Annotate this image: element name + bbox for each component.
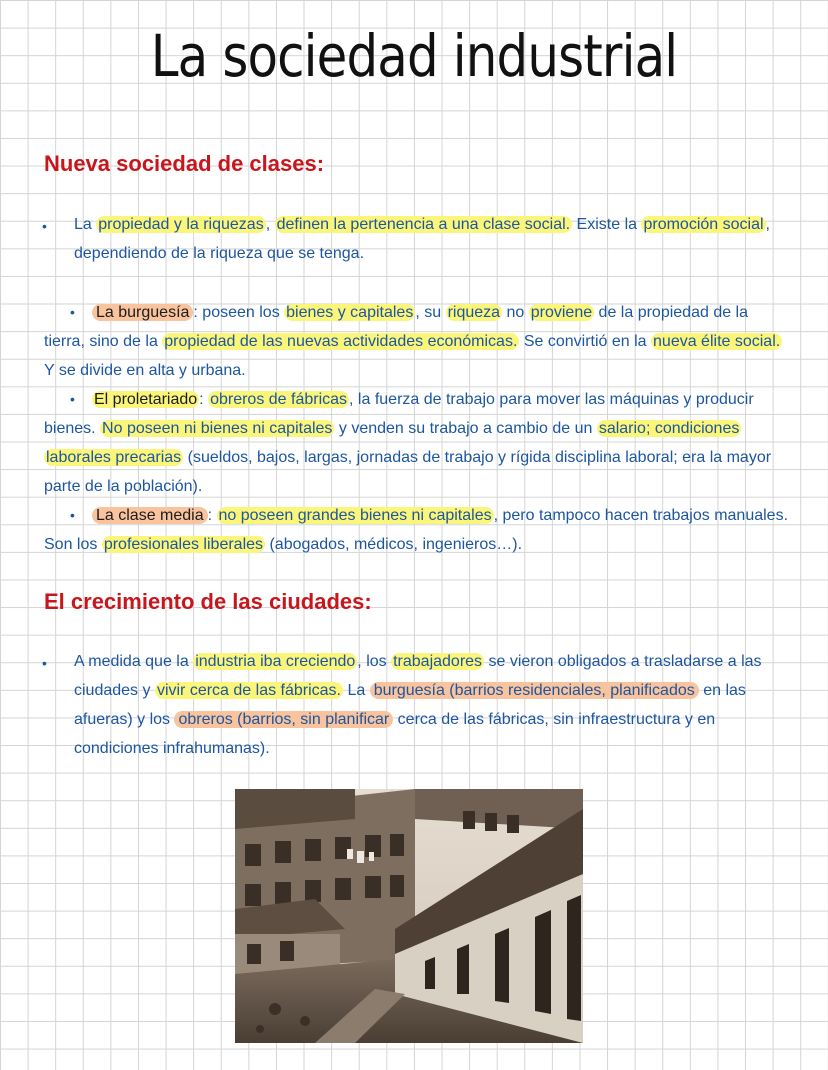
class-label-proletariado: El proletariado [94, 391, 198, 408]
text-run: , los [357, 653, 392, 670]
highlight-orange: burguesía (barrios residenciales, planificados [370, 682, 699, 699]
text-run: en las afueras) y los [74, 682, 746, 728]
text-run: : [207, 507, 217, 524]
text-run: , la fuerza de trabajo para mover las máquinas y producir bienes. [44, 391, 754, 437]
text-run: : [199, 391, 209, 408]
highlight: proviene [530, 304, 593, 321]
highlight: nueva élite social. [653, 333, 781, 350]
bullet-marker: • [70, 304, 75, 320]
text-run: (abogados, médicos, ingenieros…). [265, 536, 523, 553]
cities-paragraph [74, 647, 774, 763]
text-run: , [265, 216, 275, 233]
text-run: La [74, 216, 97, 233]
highlight: trabajadores [393, 653, 483, 670]
text-run: Y se divide en alta y urbana. [44, 362, 246, 379]
text-run: , pero tampoco hacen trabajos manuales. Son los [44, 507, 789, 553]
highlight-orange: obreros (barrios, sin planificar [174, 711, 393, 728]
intro-paragraph [74, 210, 794, 268]
highlight: propiedad y la riquezas [98, 216, 264, 233]
highlight: bienes y capitales [286, 304, 414, 321]
highlight: definen la pertenencia a una clase social. [276, 216, 571, 233]
text-run: no [502, 304, 529, 321]
text-run: A medida que la [74, 653, 194, 670]
highlight: no poseen grandes bienes ni capitales [218, 507, 492, 524]
bullet-marker: • [42, 218, 47, 234]
text-run: , dependiendo de la riqueza que se tenga. [74, 216, 770, 262]
highlight: No poseen ni bienes ni capitales [102, 420, 333, 437]
bullet-marker: • [42, 655, 47, 671]
highlight: salario; condiciones laborales precarias [46, 420, 740, 466]
class-proletariado [44, 385, 789, 501]
text-run: Existe la [572, 216, 642, 233]
photo-illustration [235, 789, 583, 1043]
text-run: cerca de las fábricas, sin infraestructura y en condiciones infrahumanas). [74, 711, 716, 757]
highlight: riqueza [447, 304, 501, 321]
section-heading-social-classes: Nueva sociedad de clases: [44, 151, 325, 176]
text-run: , su [415, 304, 446, 321]
text-run: y venden su trabajo a cambio de un [334, 420, 597, 437]
text-run: La [343, 682, 370, 699]
highlight: profesionales liberales [103, 536, 264, 553]
highlight: industria iba creciendo [195, 653, 356, 670]
text-run: Se convirtió en la [519, 333, 652, 350]
highlight: obreros de fábricas [210, 391, 348, 408]
section-heading-cities: El crecimiento de las ciudades: [44, 589, 372, 614]
class-label-burguesia: La burguesía [92, 304, 193, 321]
bullet-marker: • [70, 507, 75, 523]
text-run: se vieron obligados a trasladarse a las ciudades y [74, 653, 762, 699]
class-clase-media [44, 501, 789, 559]
class-burguesia [44, 298, 789, 385]
classes-block [44, 298, 789, 559]
workers-housing-photo [235, 789, 583, 1043]
highlight: vivir cerca de las fábricas. [156, 682, 341, 699]
text-run: (sueldos, bajos, largas, jornadas de trabajo y rígida disciplina laboral; era la mayor parte de la población). [44, 449, 772, 495]
highlight: propiedad de las nuevas actividades económicas. [164, 333, 518, 350]
text-run: de la propiedad de la tierra, sino de la [44, 304, 749, 350]
page-title: La sociedad industrial [150, 22, 678, 90]
text-run: : poseen los [193, 304, 285, 321]
highlight: promoción social [643, 216, 764, 233]
bullet-marker: • [70, 391, 75, 407]
class-label-clase-media: La clase media [92, 507, 208, 524]
